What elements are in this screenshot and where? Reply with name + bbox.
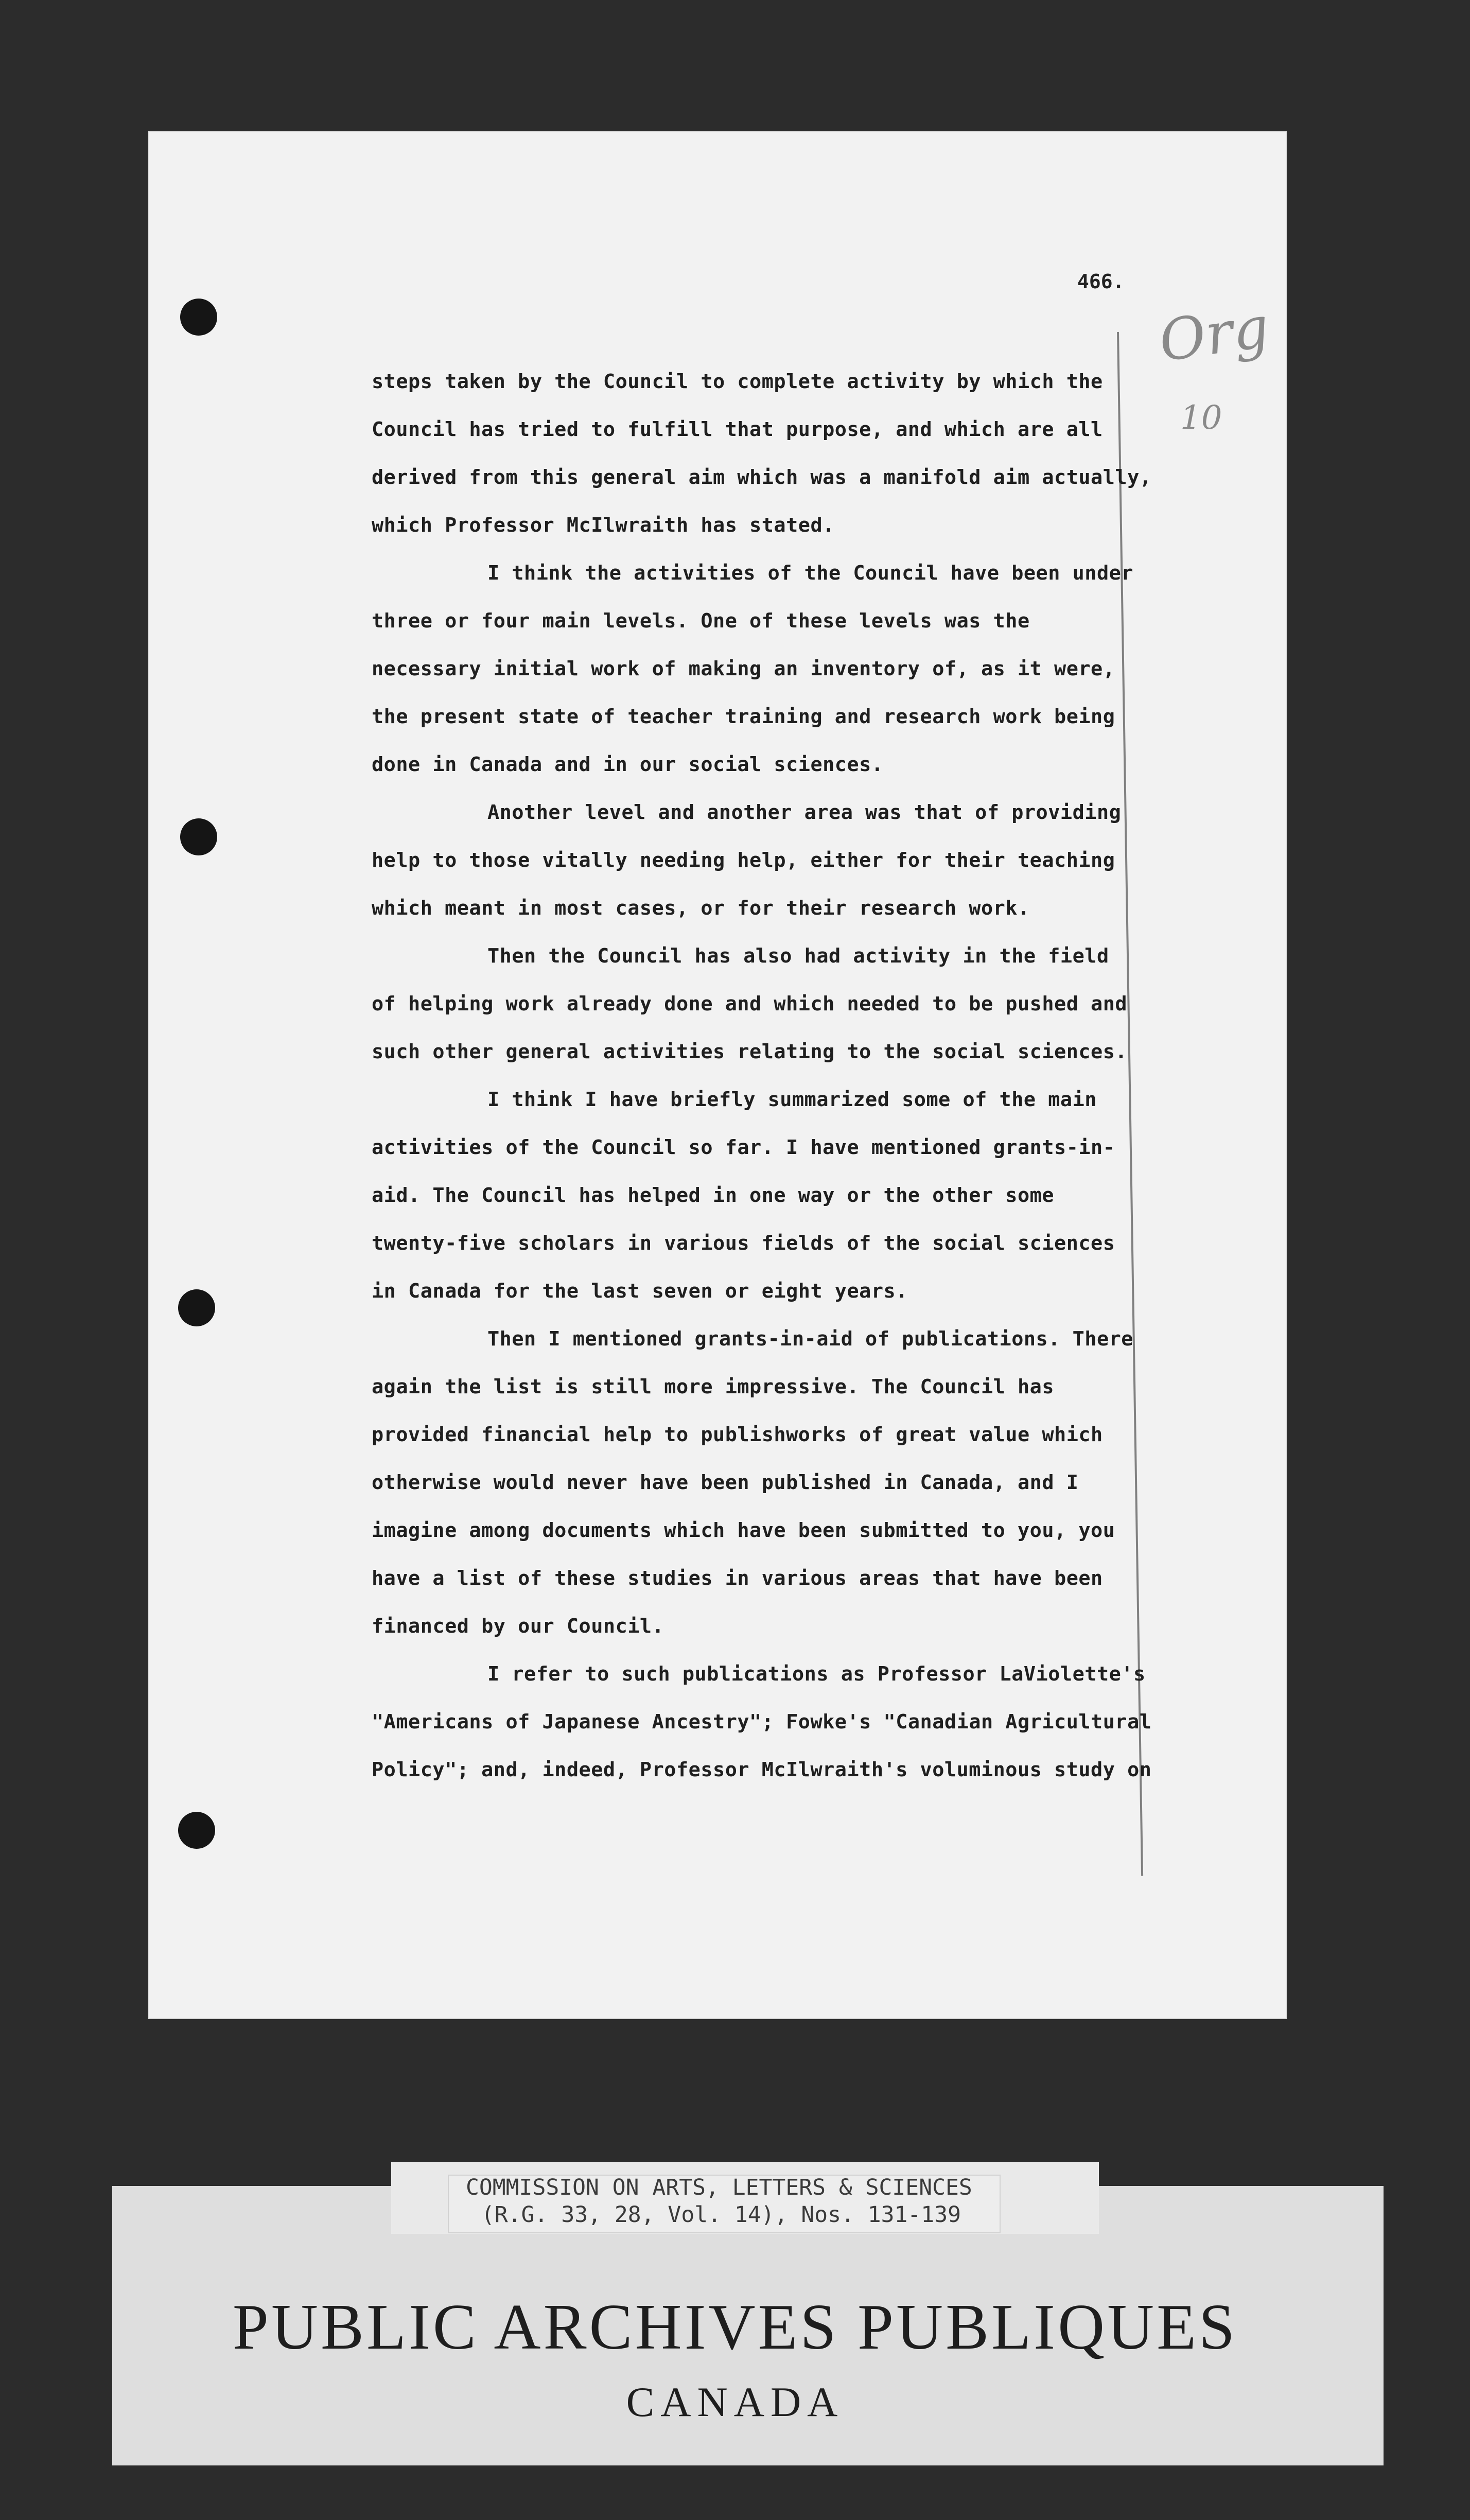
text-line (372, 1411, 1175, 1459)
punch-hole (180, 818, 217, 855)
punch-hole (180, 299, 217, 336)
text-line (372, 741, 1175, 789)
text-line (372, 1028, 1175, 1076)
text-line (372, 693, 1175, 741)
text-line-content: imagine among documents which have been submitted to you, you (372, 1519, 1115, 1542)
text-line (372, 358, 1175, 406)
text-line-content: in Canada for the last seven or eight years. (372, 1280, 908, 1303)
text-line-content: I refer to such publications as Professor LaViolette's (487, 1662, 1146, 1686)
text-line (372, 1459, 1175, 1507)
text-line-content: I think I have briefly summarized some of the main (487, 1088, 1097, 1111)
text-line-content: again the list is still more impressive. The Council has (372, 1375, 1055, 1398)
text-line (372, 1219, 1175, 1267)
text-line (372, 884, 1175, 932)
text-line-content: Then the Council has also had activity in the field (487, 944, 1109, 968)
text-line (372, 501, 1175, 549)
document-page (148, 131, 1287, 2019)
archive-label-line: (R.G. 33, 28, Vol. 14), Nos. 131-139 (481, 2202, 961, 2228)
text-line (372, 1267, 1175, 1315)
text-line-content: provided financial help to publishworks of great value which (372, 1423, 1103, 1446)
text-line (372, 1650, 1175, 1698)
punch-hole (178, 1812, 215, 1849)
archive-label-line: COMMISSION ON ARTS, LETTERS & SCIENCES (466, 2175, 972, 2200)
margin-note: Org (1155, 293, 1273, 375)
archive-title: PUBLIC ARCHIVES PUBLIQUES (232, 2291, 1238, 2363)
text-line-content: financed by our Council. (372, 1615, 664, 1638)
text-line-content: done in Canada and in our social sciences. (372, 753, 884, 776)
text-line-content: Policy"; and, indeed, Professor McIlwraith's voluminous study on (372, 1758, 1152, 1781)
text-line-content: which meant in most cases, or for their research work. (372, 897, 1030, 920)
text-line (372, 836, 1175, 884)
page-number: 466. (1077, 270, 1125, 293)
margin-note: 10 (1180, 399, 1222, 437)
text-line-content: three or four main levels. One of these levels was the (372, 609, 1030, 633)
text-line (372, 1315, 1175, 1363)
punch-hole (178, 1289, 215, 1326)
text-line (372, 406, 1175, 453)
text-line-content: necessary initial work of making an inventory of, as it were, (372, 657, 1115, 680)
text-line (372, 453, 1175, 501)
text-line-content: "Americans of Japanese Ancestry"; Fowke's "Canadian Agricultural (372, 1710, 1152, 1734)
text-line (372, 1076, 1175, 1124)
text-line (372, 1554, 1175, 1602)
text-line-content: help to those vitally needing help, either for their teaching (372, 849, 1115, 872)
text-line (372, 932, 1175, 980)
text-line-content: activities of the Council so far. I have mentioned grants-in- (372, 1136, 1115, 1159)
text-line (372, 597, 1175, 645)
text-line (372, 1698, 1175, 1746)
text-line-content: of helping work already done and which needed to be pushed and (372, 992, 1128, 1016)
text-line (372, 1507, 1175, 1554)
text-line-content: I think the activities of the Council have been under (487, 562, 1133, 585)
text-line-content: have a list of these studies in various areas that have been (372, 1567, 1103, 1590)
text-line (372, 1124, 1175, 1171)
text-line (372, 1363, 1175, 1411)
text-line-content: aid. The Council has helped in one way or the other some (372, 1184, 1055, 1207)
text-line-content: twenty-five scholars in various fields of the social sciences (372, 1232, 1115, 1255)
text-line (372, 549, 1175, 597)
text-line (372, 980, 1175, 1028)
text-line-content: the present state of teacher training and research work being (372, 705, 1115, 728)
text-line (372, 1602, 1175, 1650)
text-line-content: such other general activities relating to the social sciences. (372, 1040, 1128, 1063)
body-text (372, 358, 1175, 1794)
text-line (372, 1171, 1175, 1219)
text-line-content: otherwise would never have been published in Canada, and I (372, 1471, 1079, 1494)
text-line (372, 789, 1175, 836)
text-line-content: which Professor McIlwraith has stated. (372, 514, 835, 537)
text-line-content: Council has tried to fulfill that purpose, and which are all (372, 418, 1103, 441)
text-line (372, 1746, 1175, 1794)
text-line-content: derived from this general aim which was a manifold aim actually, (372, 466, 1152, 489)
archive-subtitle: CANADA (626, 2378, 844, 2425)
text-line-content: Then I mentioned grants-in-aid of publications. There (487, 1327, 1133, 1351)
text-line-content: steps taken by the Council to complete activity by which the (372, 370, 1103, 393)
text-line-content: Another level and another area was that of providing (487, 801, 1122, 824)
text-line (372, 645, 1175, 693)
